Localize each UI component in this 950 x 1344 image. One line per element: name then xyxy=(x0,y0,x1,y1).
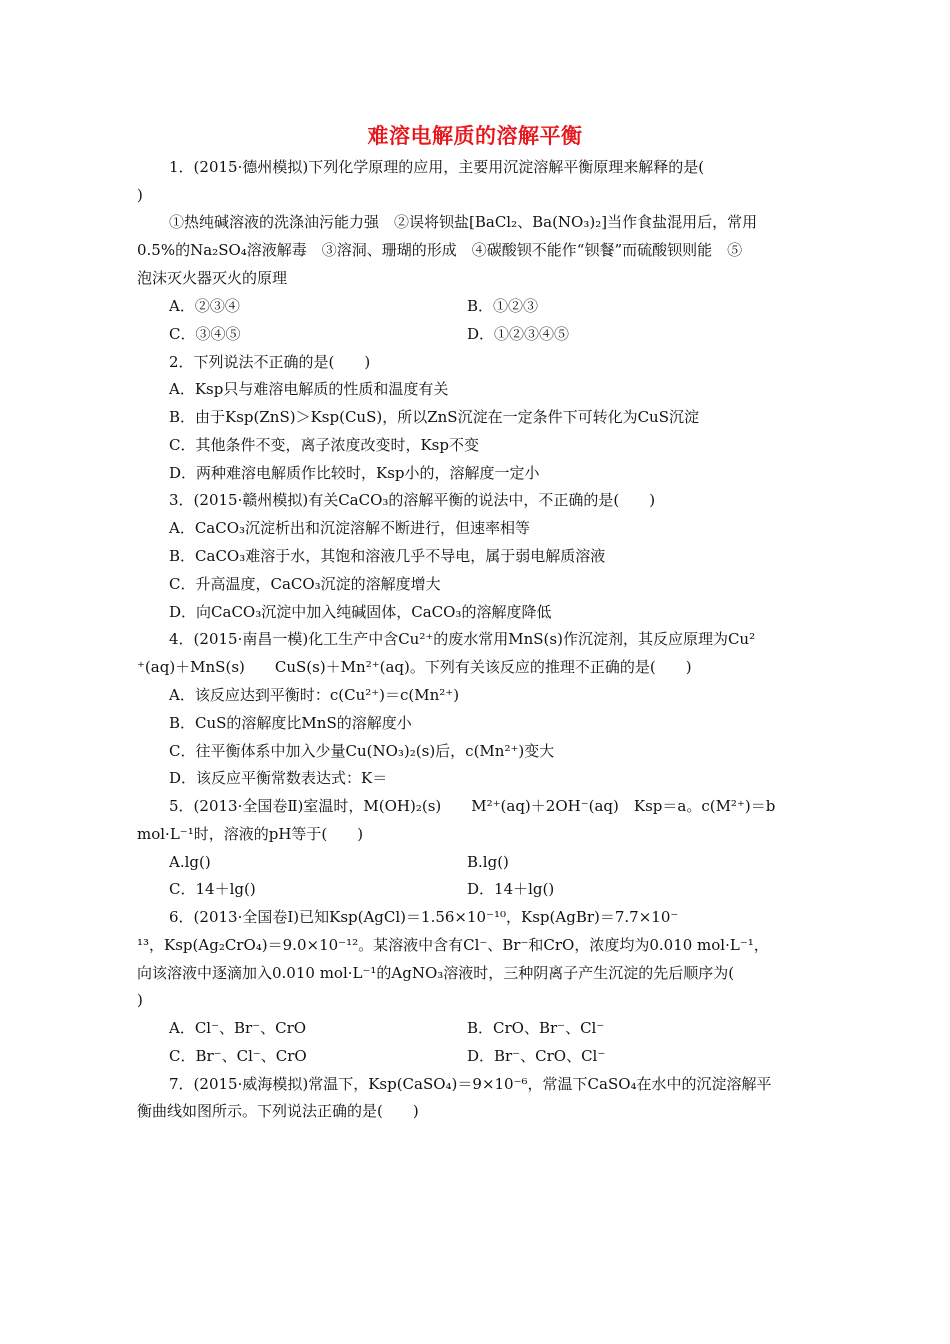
q7-stem: 7．(2015·威海模拟)常温下，Ksp(CaSO₄)＝9×10⁻⁶，常温下CaSO₄在水中的沉淀溶解平 xyxy=(169,1075,772,1093)
q4-option-a: A．该反应达到平衡时：c(Cu²⁺)＝c(Mn²⁺) xyxy=(169,686,460,704)
q6-option-d: D．Br⁻、CrO、Cl⁻ xyxy=(467,1047,606,1065)
q2-option-b: B．由于Ksp(ZnS)＞Ksp(CuS)，所以ZnS沉淀在一定条件下可转化为CuS沉淀 xyxy=(169,408,699,426)
q2-option-c: C．其他条件不变，离子浓度改变时，Ksp不变 xyxy=(169,436,479,454)
q3-option-b: B．CaCO₃难溶于水，其饱和溶液几乎不导电，属于弱电解质溶液 xyxy=(169,547,606,565)
q1-option-b: B．①②③ xyxy=(467,297,539,315)
q2-option-d: D．两种难溶电解质作比较时，Ksp小的，溶解度一定小 xyxy=(169,464,540,482)
q6-stem-cont: 向该溶液中逐滴加入0.010 mol·L⁻¹的AgNO₃溶液时，三种阴离子产生沉淀的先后顺序为( xyxy=(137,964,735,982)
q4-option-b: B．CuS的溶解度比MnS的溶解度小 xyxy=(169,714,412,732)
q5-option-a: A.lg() xyxy=(169,853,211,871)
q1-item-line: 泡沫灭火器灭火的原理 xyxy=(137,269,288,287)
q6-stem: 6．(2013·全国卷Ⅰ)已知Ksp(AgCl)＝1.56×10⁻¹⁰，Ksp(AgBr)＝7.7×10⁻ xyxy=(169,908,679,926)
q1-option-a: A．②③④ xyxy=(169,297,240,315)
q1-option-c: C．③④⑤ xyxy=(169,325,241,343)
document-title: 难溶电解质的溶解平衡 xyxy=(367,124,583,148)
q1-stem: 1．(2015·德州模拟)下列化学原理的应用，主要用沉淀溶解平衡原理来解释的是( xyxy=(169,158,705,176)
q3-option-c: C．升高温度，CaCO₃沉淀的溶解度增大 xyxy=(169,575,441,593)
q2-option-a: A．Ksp只与难溶电解质的性质和温度有关 xyxy=(169,380,449,398)
q1-option-d: D．①②③④⑤ xyxy=(467,325,570,343)
q4-option-d: D．该反应平衡常数表达式：K＝ xyxy=(169,769,388,787)
q3-option-a: A．CaCO₃沉淀析出和沉淀溶解不断进行，但速率相等 xyxy=(169,519,531,537)
q4-stem: 4．(2015·南昌一模)化工生产中含Cu²⁺的废水常用MnS(s)作沉淀剂，其反应原理为Cu² xyxy=(169,630,756,648)
q3-option-d: D．向CaCO₃沉淀中加入纯碱固体，CaCO₃的溶解度降低 xyxy=(169,603,552,621)
q5-option-c: C．14＋lg() xyxy=(169,880,256,898)
q5-stem: 5．(2013·全国卷Ⅱ)室温时，M(OH)₂(s) M²⁺(aq)＋2OH⁻(aq) Ksp＝a。c(M²⁺)＝b xyxy=(169,797,776,815)
q1-item-line: 0.5%的Na₂SO₄溶液解毒 ③溶洞、珊瑚的形成 ④碳酸钡不能作“钡餐”而硫酸钡则能 ⑤ xyxy=(137,241,743,259)
q1-stem-cont: ) xyxy=(137,186,143,204)
q6-stem-cont: ¹³，Ksp(Ag₂CrO₄)＝9.0×10⁻¹²。某溶液中含有Cl⁻、Br⁻和CrO，浓度均为0.010 mol·L⁻¹， xyxy=(137,936,769,954)
q5-option-b: B.lg() xyxy=(467,853,509,871)
q7-stem-cont: 衡曲线如图所示。下列说法正确的是( ) xyxy=(137,1102,419,1120)
q6-stem-cont: ) xyxy=(137,991,143,1009)
q4-stem-cont: ⁺(aq)＋MnS(s) CuS(s)＋Mn²⁺(aq)。下列有关该反应的推理不正确的是( ) xyxy=(137,658,692,676)
q6-option-a: A．Cl⁻、Br⁻、CrO xyxy=(169,1019,307,1037)
q6-option-c: C．Br⁻、Cl⁻、CrO xyxy=(169,1047,307,1065)
q5-stem-cont: mol·L⁻¹时，溶液的pH等于( ) xyxy=(137,825,364,843)
q1-item-line: ①热纯碱溶液的洗涤油污能力强 ②误将钡盐[BaCl₂、Ba(NO₃)₂]当作食盐混用后，常用 xyxy=(169,213,758,231)
q6-option-b: B．CrO、Br⁻、Cl⁻ xyxy=(467,1019,605,1037)
q3-stem: 3．(2015·赣州模拟)有关CaCO₃的溶解平衡的说法中，不正确的是( ) xyxy=(169,491,656,509)
q5-option-d: D．14＋lg() xyxy=(467,880,555,898)
q2-stem: 2．下列说法不正确的是( ) xyxy=(169,353,371,371)
q4-option-c: C．往平衡体系中加入少量Cu(NO₃)₂(s)后，c(Mn²⁺)变大 xyxy=(169,742,555,760)
